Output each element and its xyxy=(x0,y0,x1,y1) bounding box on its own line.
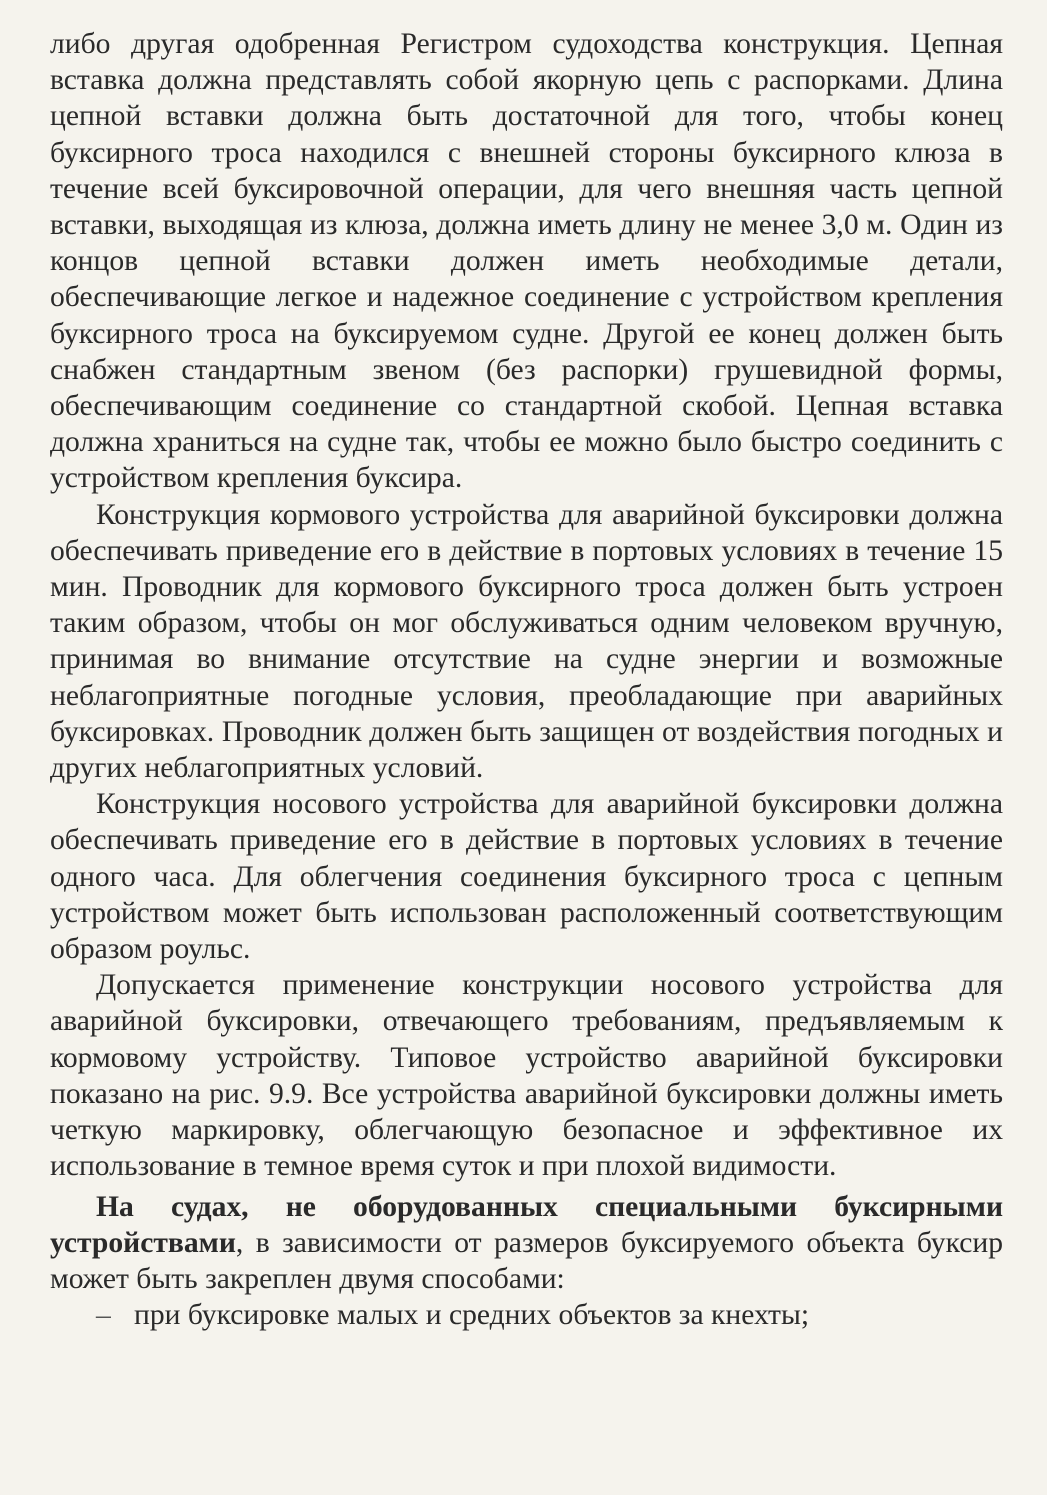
list-item xyxy=(50,1297,1003,1333)
bold-lead-text: На судах, не оборудованных специальными буксирными устройствами xyxy=(50,1190,1003,1259)
list-item-text: при буксировке малых и средних объектов за кнехты; xyxy=(134,1299,810,1332)
paragraph-stern-towing: Конструкция кормового устройства для аварийной буксировки должна обеспечивать приведение его в действие в портовых условиях в течение 15 мин. Проводник для кормового буксирного троса должен быть устроен таким образом, чтобы он мог обслуживаться одним человеком вручную, принимая во внимание отсутствие на судне энергии и возможные неблагоприятные погодные условия, преобладающие при аварийных буксировках. Проводник должен быть защищен от воздействия погодных и других неблагоприятных условий. xyxy=(50,498,1003,785)
paragraph-chain-insert: либо другая одобренная Регистром судоходства конструкция. Цепная вставка должна представлять собой якорную цепь с распорками. Длина цепной вставки должна быть достаточной для того, чтобы конец буксирного троса находился с внешней стороны буксирного клюза в течение всей буксировочной операции, для чего внешняя часть цепной вставки, выходящая из клюза, должна иметь длину не менее 3,0 м. Один из концов цепной вставки должен иметь необходимые детали, обеспечивающие легкое и надежное соединение с устройством крепления буксирного троса на буксируемом судне. Другой ее конец должен быть снабжен стандартным звеном (без распорки) грушевидной формы, обеспечивающим соединение со стандартной скобой. Цепная вставка должна храниться на судне так, чтобы ее можно было быстро соединить с устройством крепления буксира. xyxy=(50,28,1003,495)
paragraph-marking: Допускается применение конструкции носового устройства для аварийной буксировки, отвечающего требованиям, предъявляемым к кормовому устройству. Типовое устройство аварийной буксировки показано на рис. 9.9. Все устройства аварийной буксировки должны иметь четкую маркировку, облегчающую безопасное и эффективное их использование в темное время суток и при плохой видимости. xyxy=(50,969,1003,1183)
paragraph-no-special-devices xyxy=(50,1189,1003,1298)
paragraph-rest-text: , в зависимости от размеров буксируемого объекта буксир может быть закреплен двумя способами: xyxy=(50,1226,1003,1295)
list-dash: – xyxy=(96,1299,111,1332)
paragraph-bow-towing: Конструкция носового устройства для аварийной буксировки должна обеспечивать приведение его в действие в портовых условиях в течение одного часа. Для облегчения соединения буксирного троса с цепным устройством может быть использован расположенный соответствующим образом роульс. xyxy=(50,788,1003,966)
